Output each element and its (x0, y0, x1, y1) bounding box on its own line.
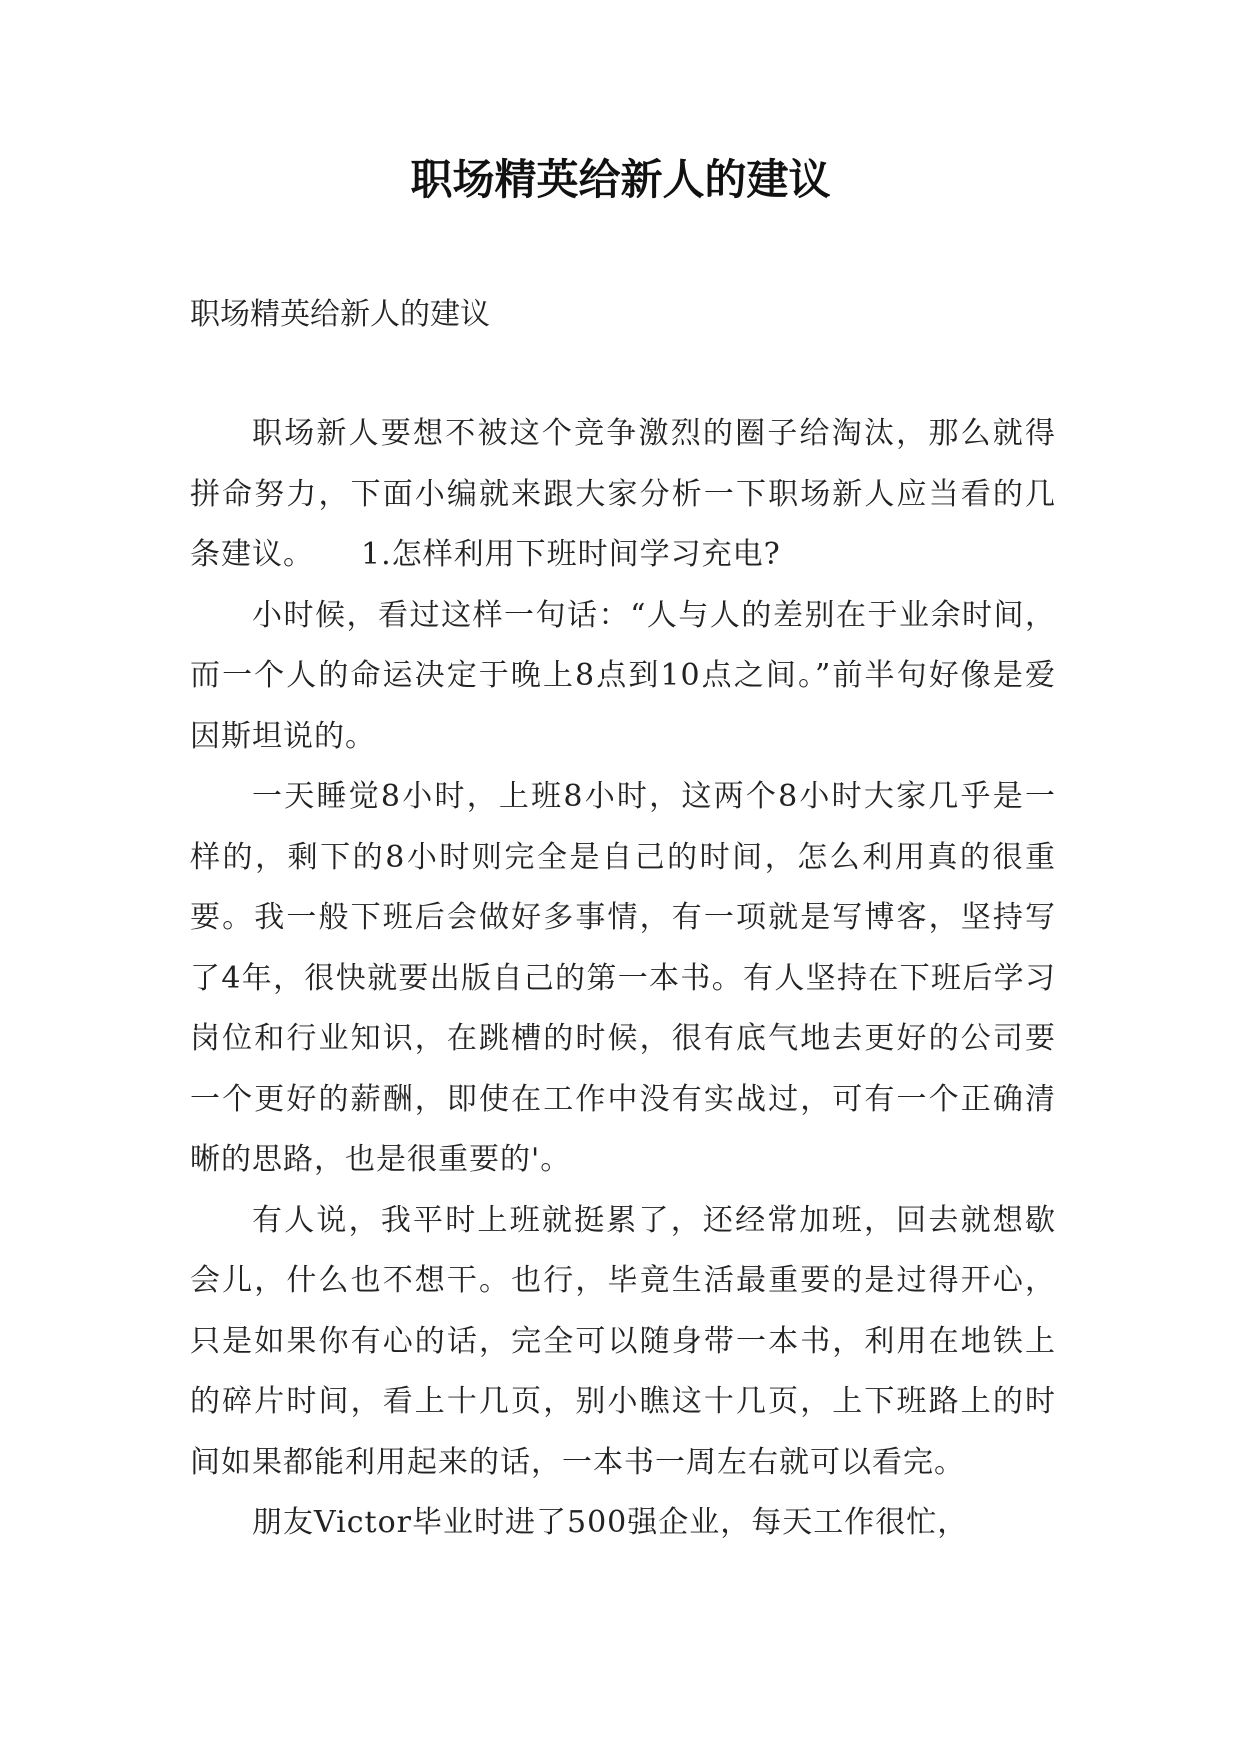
document-title: 职场精英给新人的建议 (410, 155, 831, 204)
body-paragraph: 一天睡觉8小时，上班8小时，这两个8小时大家几乎是一样的，剩下的8小时则完全是自己的时间，怎么利用真的很重要。我一般下班后会做好多事情，有一项就是写博客，坚持写了4年，很快就要出版自己的第一本书。有人坚持在下班后学习岗位和行业知识，在跳槽的时候，很有底气地去更好的公司要一个更好的薪酬，即使在工作中没有实战过，可有一个正确清晰的思路，也是很重要的'。 (190, 779, 1056, 1177)
body-paragraph: 有人说，我平时上班就挺累了，还经常加班，回去就想歇会儿，什么也不想干。也行，毕竟生活最重要的是过得开心，只是如果你有心的话，完全可以随身带一本书，利用在地铁上的碎片时间，看上十几页，别小瞧这十几页，上下班路上的时间如果都能利用起来的话，一本书一周左右就可以看完。 (190, 1202, 1056, 1480)
document-subtitle: 职场精英给新人的建议 (190, 297, 490, 332)
body-paragraph: 职场新人要想不被这个竞争激烈的圈子给淘汰，那么就得拼命努力，下面小编就来跟大家分析一下职场新人应当看的几条建议。 1.怎样利用下班时间学习充电? (190, 416, 1056, 572)
body-paragraph: 朋友Victor毕业时进了500强企业，每天工作很忙， (252, 1505, 969, 1540)
body-paragraph: 小时候，看过这样一句话：“人与人的差别在于业余时间，而一个人的命运决定于晚上8点到10点之间。”前半句好像是爱因斯坦说的。 (190, 597, 1056, 754)
document-body (190, 404, 1056, 1554)
